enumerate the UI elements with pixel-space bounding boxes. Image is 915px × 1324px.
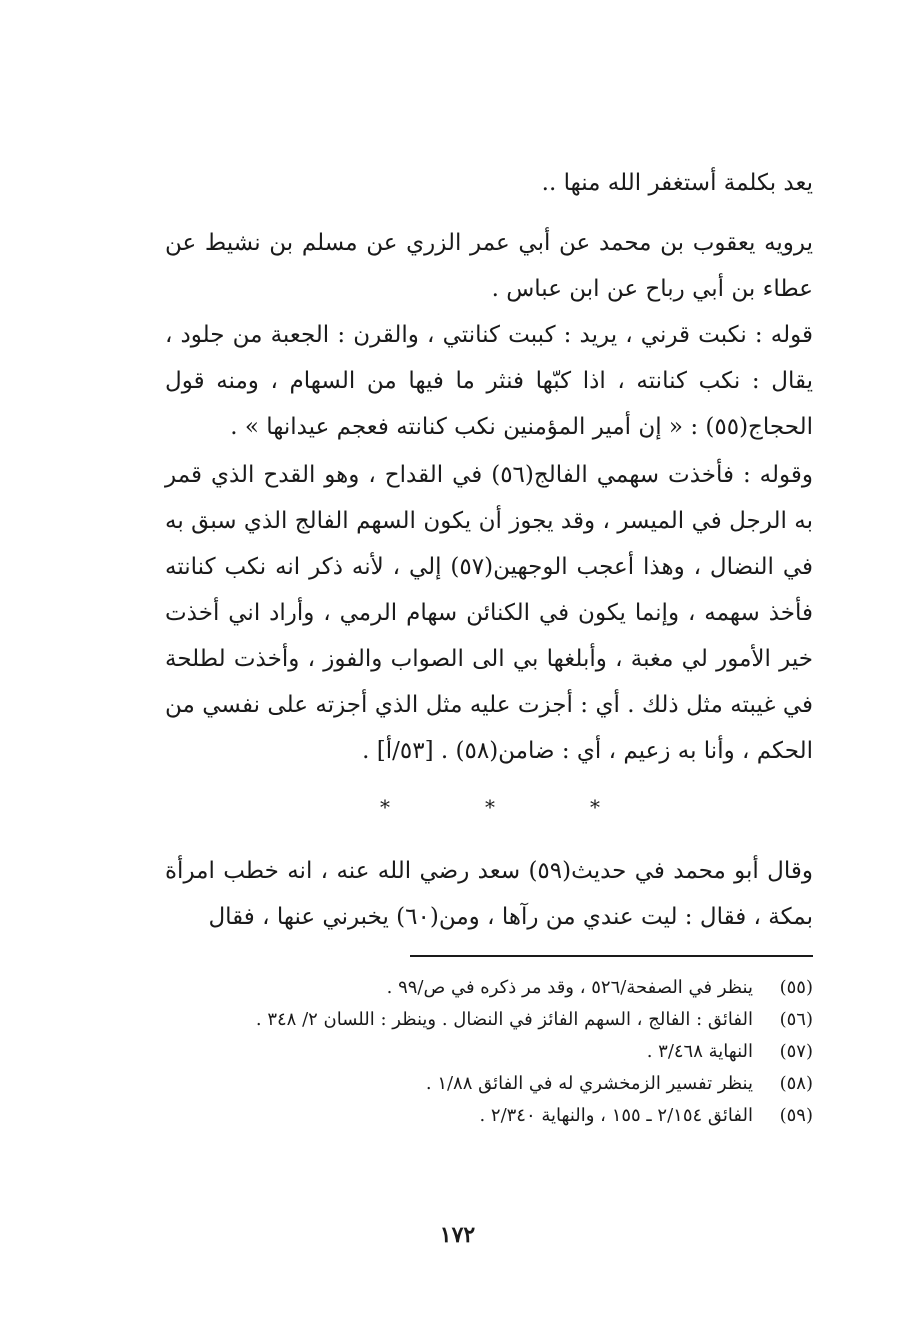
footnote-text: ينظر تفسير الزمخشري له في الفائق ١/٨٨ .: [425, 1073, 753, 1094]
footnote-56: [165, 1007, 813, 1033]
footnote-number: (٥٧): [779, 1041, 813, 1062]
paragraph-3-text: قوله : نكبت قرني ، يريد : كببت كنانتي ، والقرن : الجعبة من جلود ، يقال : نكب كنانته ، اذا كبّها فنثر ما فيها من السهام ، ومنه قول الحجاج(٥٥) : « إن أمير المؤمنين نكب كنانته فعجم عيدانها » .: [165, 322, 813, 440]
footnote-58: [165, 1071, 813, 1097]
paragraph-2: [165, 220, 813, 312]
paragraph-3: [165, 312, 813, 450]
footnote-text: الفائق ٢/١٥٤ ـ ١٥٥ ، والنهاية ٢/٣٤٠ .: [479, 1105, 753, 1126]
star-3: *: [590, 795, 600, 819]
footnote-divider: [410, 955, 813, 957]
footnote-number: (٥٦): [779, 1009, 813, 1030]
paragraph-4-text: وقوله : فأخذت سهمي الفالج(٥٦) في القداح ، وهو القدح الذي قمر به الرجل في الميسر ، وقد يجوز أن يكون السهم الفالج الذي سبق به في النضال ، وهذا أعجب الوجهين(٥٧) إلي ، لأنه ذكر انه نكب كنانته فأخذ سهمه ، وإنما يكون في الكنائن سهام الرمي ، وأراد اني أخذت خير الأمور لي مغبة ، وأبلغها بي الى الصواب والفوز ، وأخذت لطلحة في غيبته مثل ذلك . أي : أجزت عليه مثل الذي أجزته على نفسي من الحكم ، وأنا به زعيم ، أي : ضامن(٥٨) . [٥٣/أ] .: [165, 462, 813, 764]
paragraph-1-text: يعد بكلمة أستغفر الله منها ..: [541, 170, 813, 196]
page-number: ١٧٢: [439, 1222, 476, 1248]
footnote-57: [165, 1039, 813, 1065]
paragraph-5: [165, 848, 813, 940]
paragraph-5-text: وقال أبو محمد في حديث(٥٩) سعد رضي الله عنه ، انه خطب امرأة بمكة ، فقال : ليت عندي من رآها ، ومن(٦٠) يخبرني عنها ، فقال: [165, 858, 813, 930]
footnote-number: (٥٩): [779, 1105, 813, 1126]
footnote-text: ينظر في الصفحة/٥٢٦ ، وقد مر ذكره في ص/٩٩ .: [386, 977, 753, 998]
footnote-59: [165, 1103, 813, 1129]
footnote-number: (٥٥): [779, 977, 813, 998]
paragraph-1: [165, 160, 813, 206]
star-2: *: [485, 795, 495, 819]
section-divider-stars: [380, 795, 600, 819]
footnotes: [165, 975, 813, 1135]
footnote-text: الفائق : الفالج ، السهم الفائز في النضال . وينظر : اللسان ٢/ ٣٤٨ .: [255, 1009, 753, 1030]
footnote-55: [165, 975, 813, 1001]
star-1: *: [380, 795, 390, 819]
paragraph-2-text: يرويه يعقوب بن محمد عن أبي عمر الزري عن مسلم بن نشيط عن عطاء بن أبي رباح عن ابن عباس .: [165, 230, 813, 302]
paragraph-4: [165, 452, 813, 774]
footnote-number: (٥٨): [779, 1073, 813, 1094]
footnote-text: النهاية ٣/٤٦٨ .: [646, 1041, 753, 1062]
